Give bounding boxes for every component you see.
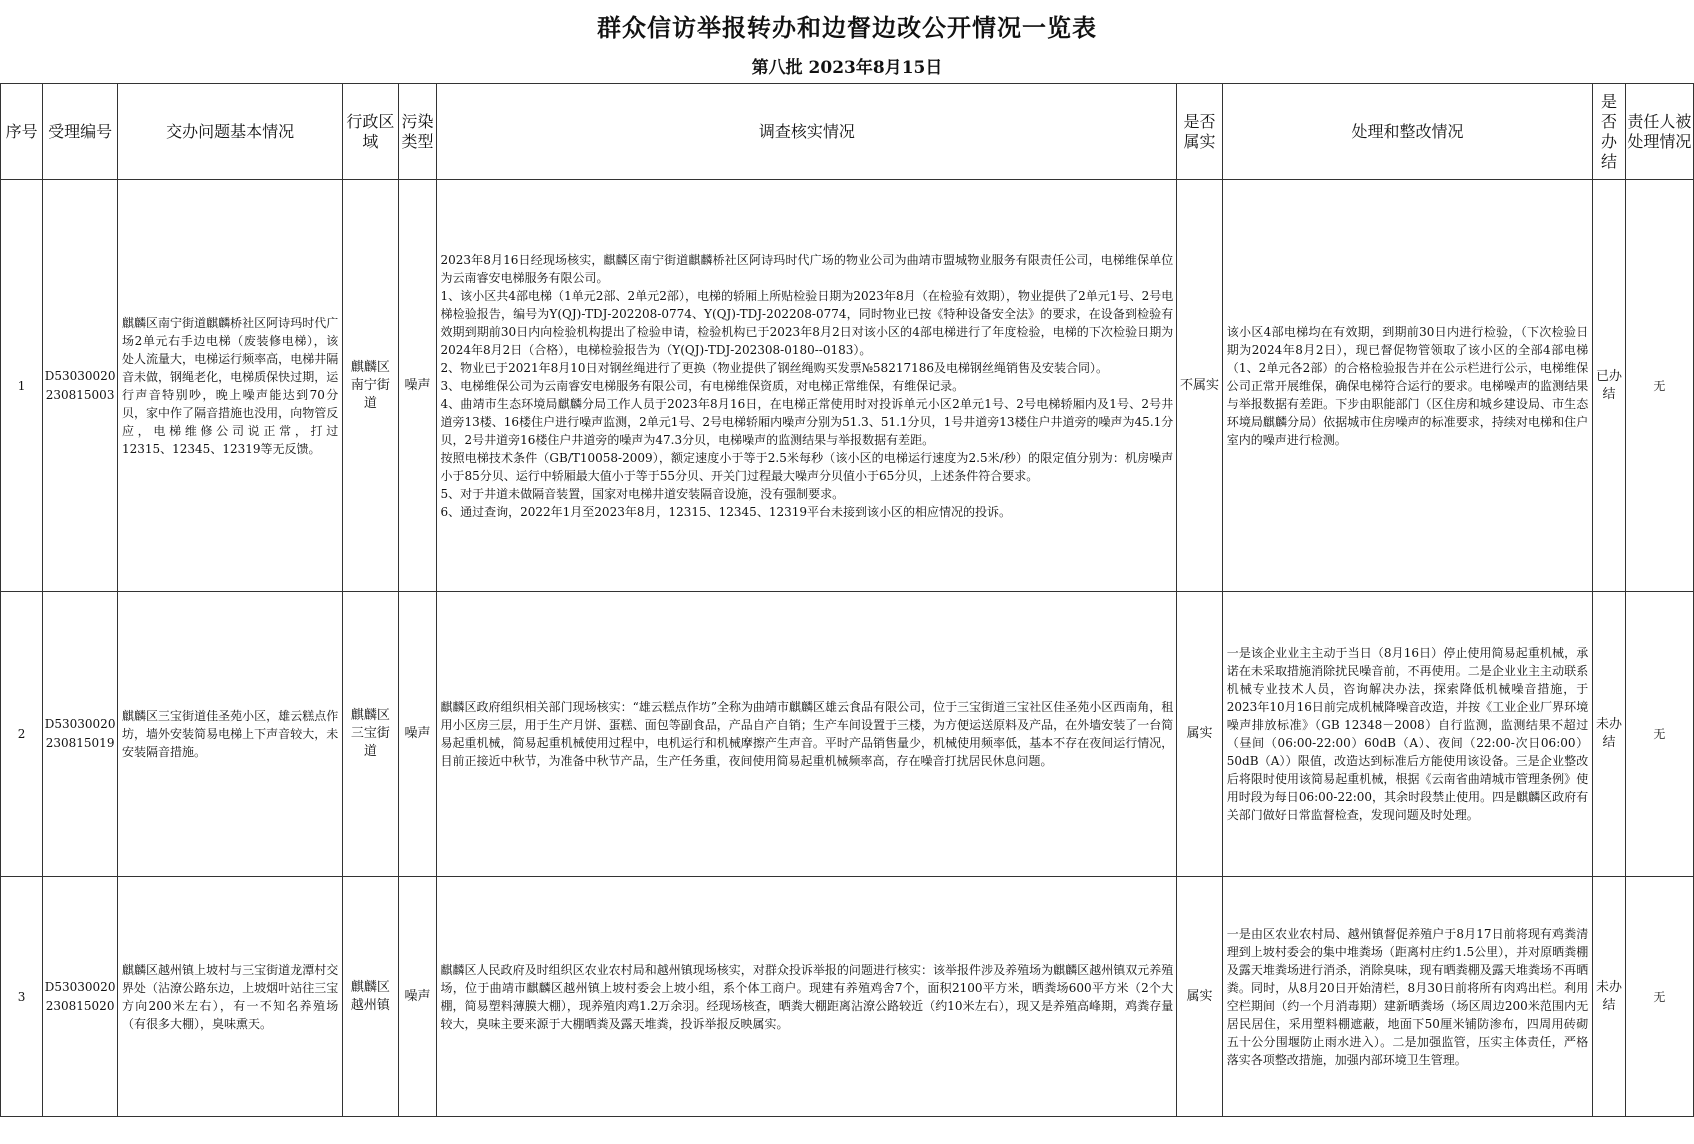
row-region: 麒麟区南宁街道 — [343, 180, 398, 592]
row-region: 麒麟区三宝街道 — [343, 592, 398, 877]
row-verified: 属实 — [1177, 592, 1222, 877]
row-closed: 未办结 — [1593, 877, 1625, 1117]
row-pollution: 噪声 — [398, 592, 437, 877]
header-region: 行政区域 — [343, 84, 398, 180]
header-investigation: 调查核实情况 — [437, 84, 1177, 180]
row-pollution: 噪声 — [398, 180, 437, 592]
row-closed: 未办结 — [1593, 592, 1625, 877]
row-handling: 一是该企业业主主动于当日（8月16日）停止使用简易起重机械，承诺在未采取措施消除扰民噪音前，不再使用。二是企业业主主动联系机械专业技术人员，咨询解决办法，探索降低机械噪音措施，于2023年10月16日前完成机械降噪音改造，并按《工业企业厂界环境噪声排放标准》（GB 12348－2008）自行监测，监测结果不超过（昼间（06:00-22:00）60dB（A）、夜间（22:00-次日06:00）50dB（A））限值，改造达到标准后方能使用该设备。三是企业整改后将限时使用该简易起重机械，根据《云南省曲靖城市管理条例》使用时段为每日06:00-22:00，其余时段禁止使用。四是麒麟区政府有关部门做好日常监督检查，发现问题及时处理。 — [1222, 592, 1592, 877]
header-pollution: 污染类型 — [398, 84, 437, 180]
row-code: D53030020230815003 — [43, 180, 118, 592]
row-problem: 麒麟区南宁街道麒麟桥社区阿诗玛时代广场2单元右手边电梯（废装修电梯），该处人流量大，电梯运行频率高，电梯井隔音未做，钢绳老化，电梯质保快过期，运行声音特别吵，晚上噪声能达到70分贝，家中作了隔音措施也没用，向物管反应，电梯维修公司说正常，打过12315、12345、12319等无反馈。 — [117, 180, 342, 592]
row-seq: 3 — [1, 877, 43, 1117]
row-accountability: 无 — [1625, 592, 1693, 877]
row-handling: 该小区4部电梯均在有效期，到期前30日内进行检验，（下次检验日期为2024年8月2日），现已督促物管领取了该小区的全部4部电梯（1、2单元各2部）的合格检验报告并在公示栏进行公示，电梯维保公司正常开展维保，确保电梯符合运行的要求。电梯噪声的监测结果与举报数据有差距。下步由职能部门（区住房和城乡建设局、市生态环境局麒麟分局）依据城市住房噪声的标准要求，持续对电梯和住户室内的噪声进行检测。 — [1222, 180, 1592, 592]
row-seq: 1 — [1, 180, 43, 592]
row-seq: 2 — [1, 592, 43, 877]
row-pollution: 噪声 — [398, 877, 437, 1117]
row-accountability: 无 — [1625, 180, 1693, 592]
table-row — [1, 180, 1694, 592]
table-row — [1, 877, 1694, 1117]
header-verified: 是否属实 — [1177, 84, 1222, 180]
header-code: 受理编号 — [43, 84, 118, 180]
row-accountability: 无 — [1625, 877, 1693, 1117]
row-verified: 不属实 — [1177, 180, 1222, 592]
row-investigation: 麒麟区政府组织相关部门现场核实：“雄云糕点作坊”全称为曲靖市麒麟区雄云食品有限公司，位于三宝街道三宝社区佳圣苑小区西南角，租用小区房三层，用于生产月饼、蛋糕、面包等副食品，产品自产自销；生产车间设置于三楼，为方便运送原料及产品，在外墙安装了一台简易起重机械，简易起重机械使用过程中，电机运行和机械摩擦产生声音。平时产品销售量少，机械使用频率低，基本不存在夜间运行情况，目前正接近中秋节，为准备中秋节产品，生产任务重，夜间使用简易起重机械频率高，存在噪音打扰居民休息问题。 — [437, 592, 1177, 877]
header-seq: 序号 — [1, 84, 43, 180]
table-row — [1, 592, 1694, 877]
row-problem: 麒麟区三宝街道佳圣苑小区，雄云糕点作坊，墙外安装简易电梯上下声音较大，未安装隔音措施。 — [117, 592, 342, 877]
row-investigation: 2023年8月16日经现场核实，麒麟区南宁街道麒麟桥社区阿诗玛时代广场的物业公司为曲靖市盟城物业服务有限责任公司，电梯维保单位为云南睿安电梯服务有限公司。 1、该小区共4部电梯（1单元2部、2单元2部），电梯的轿厢上所贴检验日期为2023年8月（在检验有效期），物业提供了2单元1号、2号电梯检验报告，编号为Y(QJ)-TDJ-202208-0774、Y(QJ)-TDJ-202208-0774，同时物业已按《特种设备安全法》的要求，在设备到检验有效期到期前30日内向检验机构提出了检验申请，检验机构已于2023年8月2日对该小区的4部电梯进行了年度检验，电梯的下次检验日期为2024年8月2日（合格），电梯检验报告为（Y(QJ)-TDJ-202308-0180--0183）。 2、物业已于2021年8月10日对钢丝绳进行了更换（物业提供了钢丝绳购买发票№58217186及电梯钢丝绳销售及安装合同）。 3、电梯维保公司为云南睿安电梯服务有限公司，有电梯维保资质，对电梯正常维保，有维保记录。 4、曲靖市生态环境局麒麟分局工作人员于2023年8月16日，在电梯正常使用时对投诉单元小区2单元1号、2号电梯轿厢内及1号、2号井道旁13楼、16楼住户进行噪声监测，2单元1号、2号电梯轿厢内噪声分别为51.3、51.1分贝，1号井道旁13楼住户井道旁的噪声为45.1分贝，2号井道旁16楼住户井道旁的噪声为47.3分贝，电梯噪声的监测结果与举报数据有差距。 按照电梯技术条件（GB/T10058-2009），额定速度小于等于2.5米每秒（该小区的电梯运行速度为2.5米/秒）的限定值分别为：机房噪声小于85分贝、运行中轿厢最大值小于等于55分贝、开关门过程最大噪声分贝值小于65分贝，上述条件符合要求。 5、对于井道未做隔音装置，国家对电梯井道安装隔音设施，没有强制要求。 6、通过查询，2022年1月至2023年8月，12315、12345、12319平台未接到该小区的相应情况的投诉。 — [437, 180, 1177, 592]
row-handling: 一是由区农业农村局、越州镇督促养殖户于8月17日前将现有鸡粪清理到上坡村委会的集中堆粪场（距离村庄约1.5公里），并对原晒粪棚及露天堆粪场进行消杀，消除臭味，现有晒粪棚及露天堆粪场不再晒粪。同时，从8月20日开始清栏，8月30日前将所有肉鸡出栏。利用空栏期间（约一个月消毒期）建新晒粪场（场区周边200米范围内无居民居住，采用塑料棚遮蔽，地面下50厘米铺防渗布，四周用砖砌五十公分围堰防止雨水进入）。二是加强监管，压实主体责任，严格落实各项整改措施，加强内部环境卫生管理。 — [1222, 877, 1592, 1117]
row-region: 麒麟区越州镇 — [343, 877, 398, 1117]
header-handling: 处理和整改情况 — [1222, 84, 1592, 180]
row-code: D53030020230815019 — [43, 592, 118, 877]
header-closed: 是否办结 — [1593, 84, 1625, 180]
document-title: 群众信访举报转办和边督边改公开情况一览表 — [597, 13, 1097, 42]
document-subtitle: 第八批 2023年8月15日 — [751, 58, 943, 78]
row-code: D53030020230815020 — [43, 877, 118, 1117]
row-problem: 麒麟区越州镇上坡村与三宝街道龙潭村交界处（沾潦公路东边，上坡烟叶站往三宝方向200米左右），有一不知名养殖场（有很多大棚），臭味熏天。 — [117, 877, 342, 1117]
row-verified: 属实 — [1177, 877, 1222, 1117]
header-accountability: 责任人被处理情况 — [1625, 84, 1693, 180]
row-investigation: 麒麟区人民政府及时组织区农业农村局和越州镇现场核实，对群众投诉举报的问题进行核实：该举报件涉及养殖场为麒麟区越州镇双元养殖场，位于曲靖市麒麟区越州镇上坡村委会上坡小组，系个体工商户。现建有养殖鸡舍7个，面积2100平方米，晒粪场600平方米（2个大棚，简易塑料薄膜大棚），现养殖肉鸡1.2万余羽。经现场核查，晒粪大棚距离沾潦公路较近（约10米左右），现又是养殖高峰期，鸡粪存量较大，臭味主要来源于大棚晒粪及露天堆粪，投诉举报反映属实。 — [437, 877, 1177, 1117]
table-header-row — [1, 84, 1694, 180]
header-problem: 交办问题基本情况 — [117, 84, 342, 180]
row-closed: 已办结 — [1593, 180, 1625, 592]
disclosure-table — [0, 83, 1694, 1117]
